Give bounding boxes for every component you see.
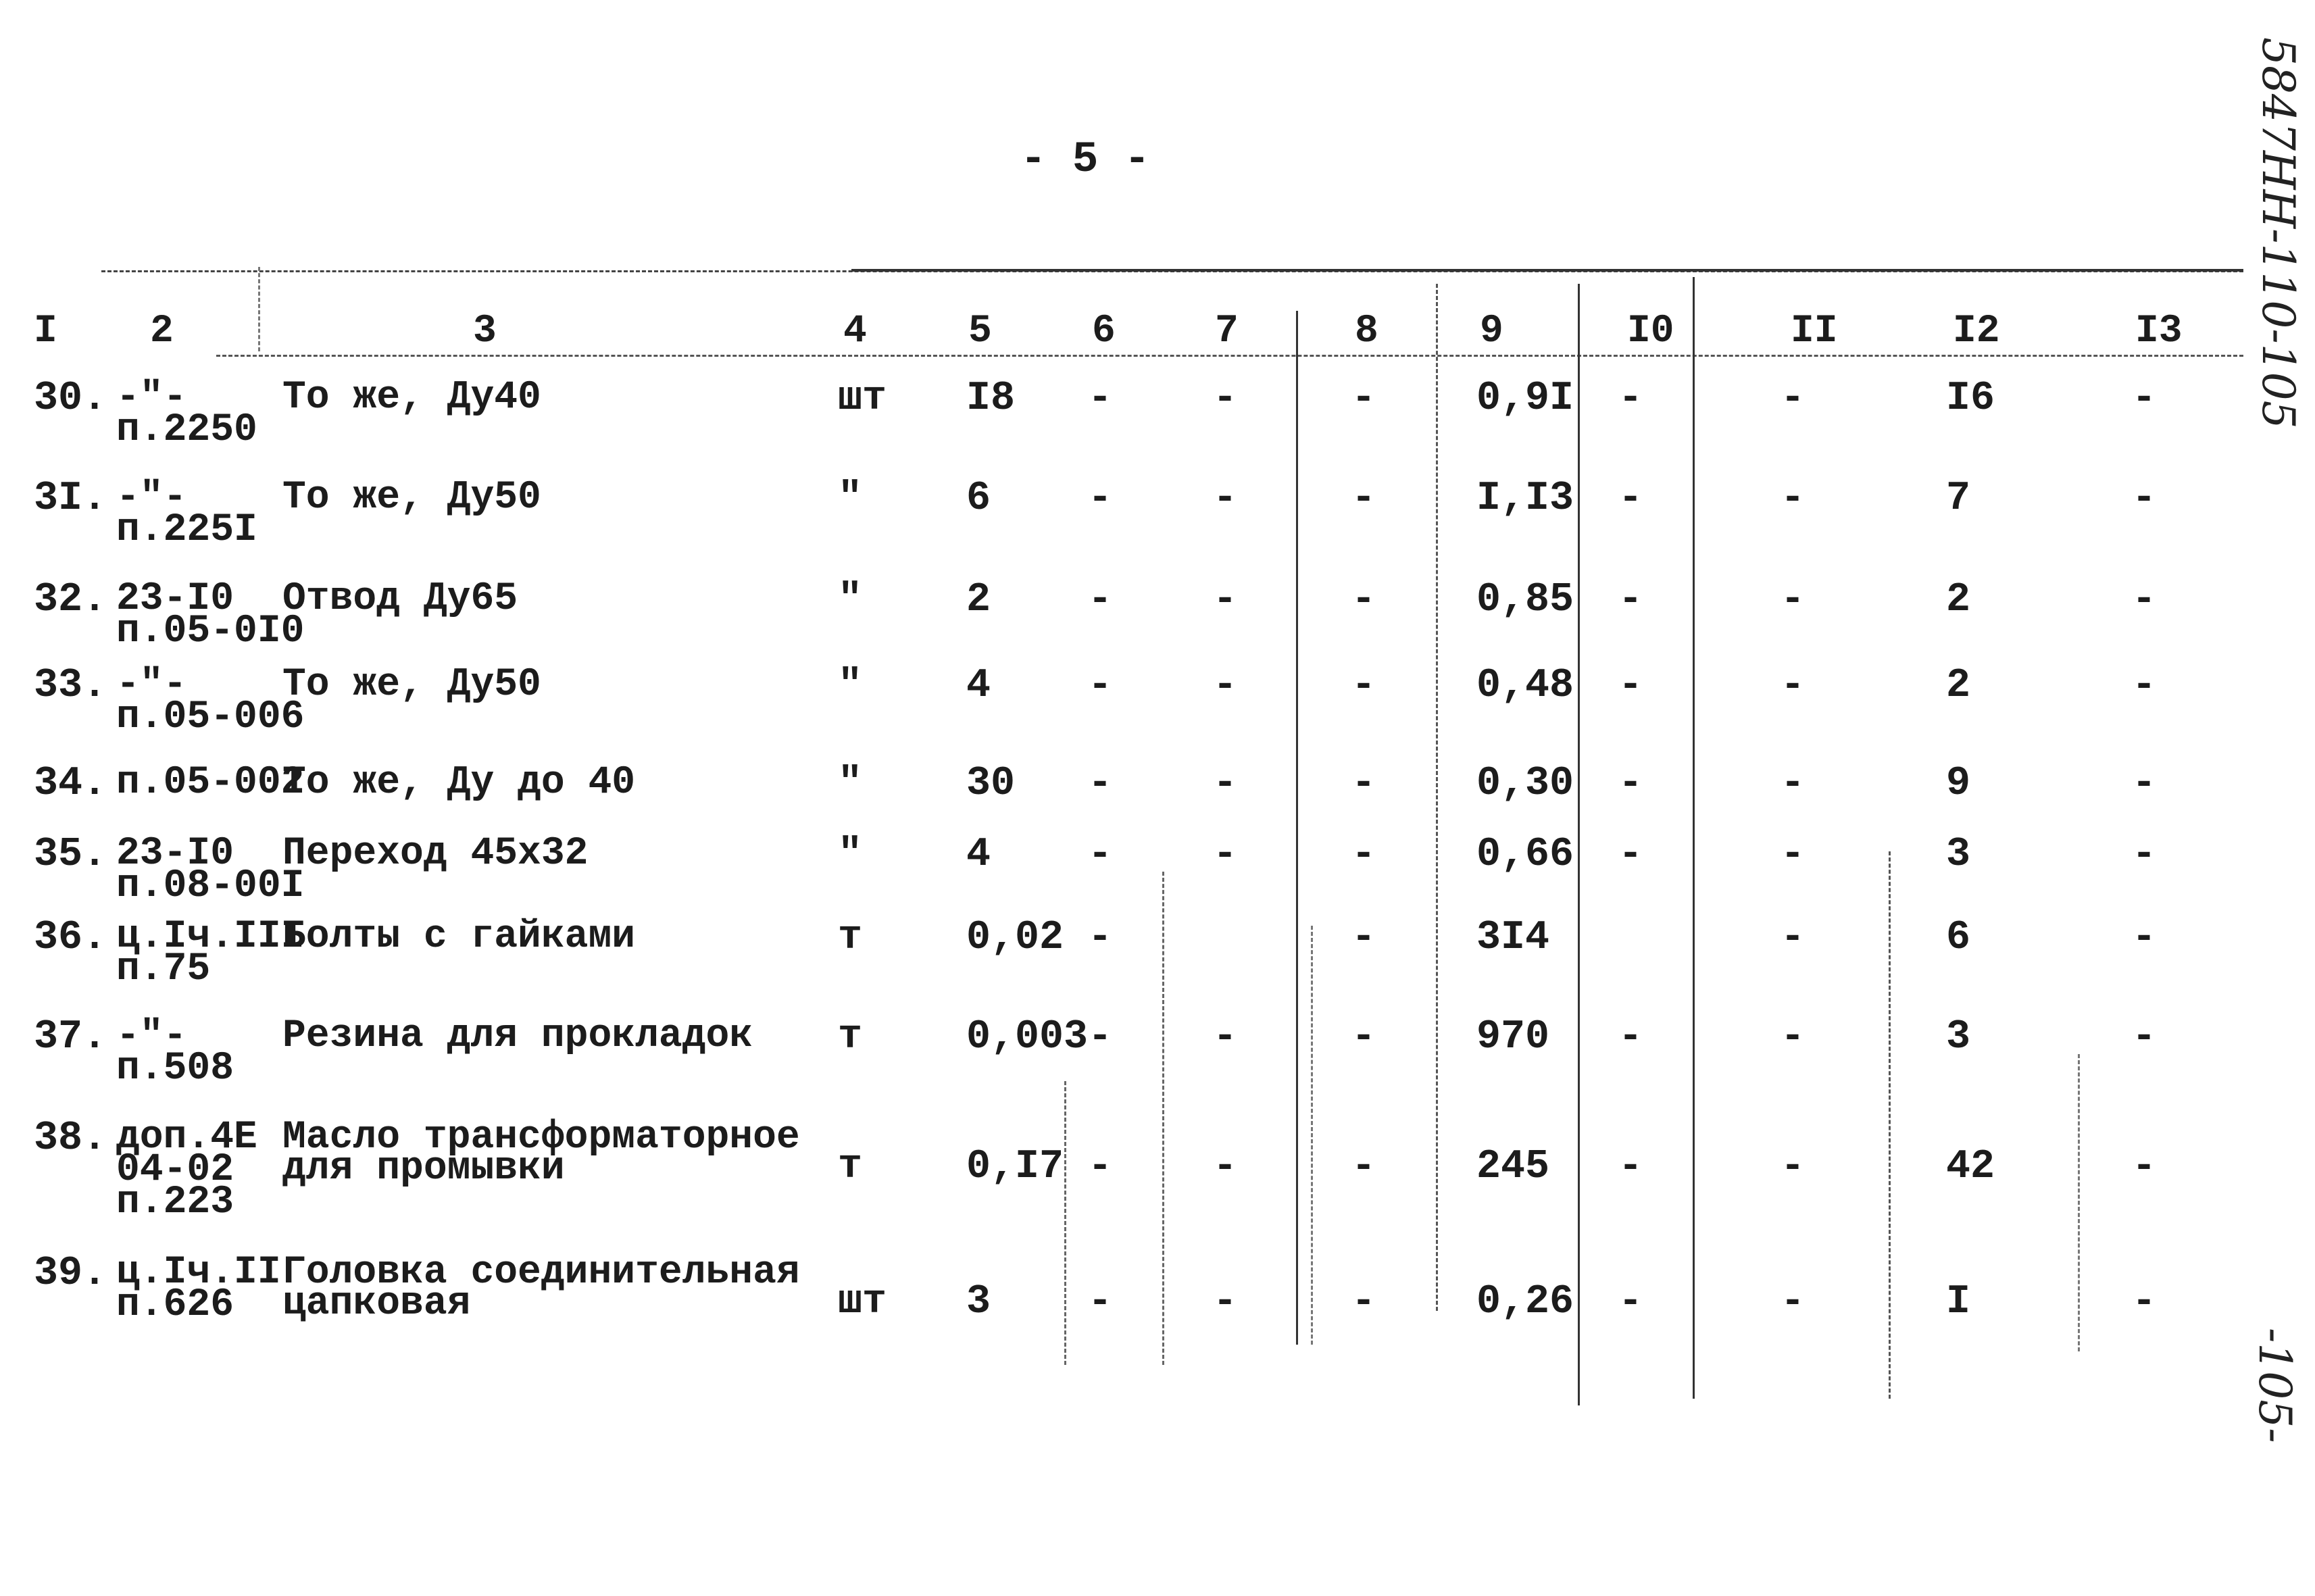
row-number: 30. — [34, 376, 107, 422]
table-cell: 9 — [1946, 761, 1971, 807]
column-header: I3 — [2135, 309, 2183, 353]
row-reference: 04-02 — [116, 1148, 234, 1192]
table-cell: шт — [838, 376, 887, 422]
column-divider — [1578, 284, 1580, 1405]
row-description: для промывки — [282, 1147, 565, 1191]
table-cell: 6 — [1946, 915, 1971, 961]
table-cell: - — [1781, 1144, 1806, 1190]
column-divider — [1889, 851, 1891, 1399]
row-reference: п.508 — [116, 1047, 234, 1091]
column-header: 9 — [1480, 309, 1503, 353]
column-header: 4 — [843, 309, 867, 353]
table-cell: т — [838, 915, 863, 961]
table-cell: 0,I7 — [966, 1144, 1064, 1190]
row-description: Масло трансформаторное — [282, 1116, 800, 1159]
table-cell: т — [838, 1144, 863, 1190]
table-cell: - — [1351, 832, 1376, 878]
row-reference: п.08-00I — [116, 864, 305, 908]
table-cell: - — [1088, 832, 1113, 878]
table-cell: - — [1781, 663, 1806, 709]
column-header: 6 — [1092, 309, 1116, 353]
row-reference: п.223 — [116, 1180, 234, 1224]
table-cell: - — [1088, 915, 1113, 961]
table-cell: - — [1213, 1279, 1238, 1325]
table-cell: - — [1618, 476, 1643, 522]
table-cell: - — [1351, 376, 1376, 422]
column-header: II — [1791, 309, 1838, 353]
table-cell: - — [1781, 761, 1806, 807]
table-cell: - — [1213, 1144, 1238, 1190]
row-reference: ц.Iч.II — [116, 1251, 281, 1295]
table-cell: 0,48 — [1476, 663, 1574, 709]
side-page-mark: -105- — [2249, 1328, 2301, 1443]
column-divider — [1162, 872, 1164, 1365]
table-cell: - — [1781, 1279, 1806, 1325]
table-cell: - — [1618, 832, 1643, 878]
table-cell: - — [1213, 761, 1238, 807]
side-document-code: 5847HH-110-105 — [2252, 37, 2304, 429]
table-cell: " — [838, 663, 863, 709]
row-number: 33. — [34, 663, 107, 709]
table-cell: - — [1781, 915, 1806, 961]
table-cell: - — [2132, 577, 2157, 623]
column-header: I — [34, 309, 57, 353]
row-description: Отвод Ду65 — [282, 577, 518, 621]
row-description: Головка соединительная — [282, 1251, 800, 1295]
column-header: I2 — [1953, 309, 2000, 353]
row-number: 38. — [34, 1116, 107, 1162]
table-cell: 970 — [1476, 1014, 1550, 1060]
table-cell: - — [1618, 761, 1643, 807]
row-reference: -"- — [116, 476, 187, 520]
row-description: То же, Ду50 — [282, 476, 541, 520]
table-cell: 2 — [1946, 663, 1971, 709]
table-cell: - — [1781, 577, 1806, 623]
table-cell: 0,30 — [1476, 761, 1574, 807]
row-number: 35. — [34, 832, 107, 878]
row-number: 34. — [34, 761, 107, 807]
row-description: Резина для прокладок — [282, 1014, 753, 1058]
table-cell: 2 — [966, 577, 991, 623]
table-cell: 7 — [1946, 476, 1971, 522]
table-cell: - — [1781, 376, 1806, 422]
table-cell: 0,9I — [1476, 376, 1574, 422]
row-description: То же, Ду40 — [282, 376, 541, 420]
row-number: 32. — [34, 577, 107, 623]
table-cell: - — [1618, 1144, 1643, 1190]
row-reference: доп.4Е — [116, 1116, 257, 1159]
table-cell: 0,003 — [966, 1014, 1089, 1060]
row-reference: -"- — [116, 1014, 187, 1058]
table-cell: 42 — [1946, 1144, 1995, 1190]
table-cell: I6 — [1946, 376, 1995, 422]
column-divider — [2078, 1054, 2080, 1351]
table-cell: I — [1946, 1279, 1971, 1325]
table-cell: - — [1351, 1144, 1376, 1190]
table-cell: 4 — [966, 663, 991, 709]
table-cell: 245 — [1476, 1144, 1550, 1190]
table-cell: 0,66 — [1476, 832, 1574, 878]
table-cell: 0,85 — [1476, 577, 1574, 623]
table-cell: - — [1618, 376, 1643, 422]
column-divider — [1693, 277, 1695, 1399]
table-cell: - — [1213, 1014, 1238, 1060]
row-description: То же, Ду до 40 — [282, 761, 636, 805]
table-cell: 0,02 — [966, 915, 1064, 961]
column-header: 5 — [968, 309, 992, 353]
row-reference: ц.Iч.III — [116, 915, 305, 959]
table-cell: - — [1618, 1279, 1643, 1325]
table-cell: - — [1781, 476, 1806, 522]
row-description: цапковая — [282, 1282, 471, 1326]
table-rule — [851, 269, 2243, 272]
table-cell: - — [1088, 761, 1113, 807]
table-cell: - — [2132, 915, 2157, 961]
table-cell: - — [1088, 376, 1113, 422]
row-description: Болты с гайками — [282, 915, 636, 959]
column-header: 3 — [473, 309, 497, 353]
table-cell: - — [1088, 577, 1113, 623]
table-cell: " — [838, 476, 863, 522]
table-cell: - — [1351, 663, 1376, 709]
row-reference: п.626 — [116, 1283, 234, 1327]
row-reference: п.225I — [116, 508, 257, 552]
column-divider — [1296, 311, 1298, 1345]
table-cell: 0,26 — [1476, 1279, 1574, 1325]
row-number: 36. — [34, 915, 107, 961]
table-cell: - — [1213, 376, 1238, 422]
column-header: 8 — [1355, 309, 1378, 353]
table-cell: - — [2132, 663, 2157, 709]
table-cell: " — [838, 761, 863, 807]
table-cell: 30 — [966, 761, 1016, 807]
table-rule — [216, 355, 2243, 357]
row-reference: п.05-006 — [116, 695, 305, 739]
table-cell: 2 — [1946, 577, 1971, 623]
table-cell: шт — [838, 1279, 887, 1325]
table-cell: - — [1351, 915, 1376, 961]
table-cell: 3 — [1946, 832, 1971, 878]
column-divider — [258, 267, 260, 351]
table-cell: - — [1351, 761, 1376, 807]
table-cell: 3 — [1946, 1014, 1971, 1060]
row-description: Переход 45х32 — [282, 832, 589, 876]
table-cell: 3 — [966, 1279, 991, 1325]
table-cell: - — [1351, 476, 1376, 522]
table-cell: - — [2132, 761, 2157, 807]
row-reference: п.75 — [116, 947, 211, 991]
row-reference: 23-I0 — [116, 577, 234, 621]
table-cell: 6 — [966, 476, 991, 522]
table-cell: - — [1088, 1014, 1113, 1060]
row-reference: 23-I0 — [116, 832, 234, 876]
table-cell: - — [1213, 832, 1238, 878]
table-cell: 4 — [966, 832, 991, 878]
table-cell: - — [2132, 1014, 2157, 1060]
column-header: 2 — [150, 309, 174, 353]
table-cell: - — [1781, 832, 1806, 878]
row-reference: п.05-0I0 — [116, 609, 305, 653]
table-cell: - — [1618, 663, 1643, 709]
table-cell: - — [1213, 476, 1238, 522]
table-cell: 3I4 — [1476, 915, 1550, 961]
column-divider — [1311, 926, 1313, 1345]
table-cell: - — [1618, 577, 1643, 623]
row-number: 39. — [34, 1251, 107, 1297]
column-divider — [1436, 284, 1438, 1311]
row-description: То же, Ду50 — [282, 663, 541, 707]
table-cell: - — [1781, 1014, 1806, 1060]
table-cell: - — [1088, 476, 1113, 522]
table-cell: - — [1618, 1014, 1643, 1060]
column-header: I0 — [1627, 309, 1674, 353]
table-cell: - — [2132, 1144, 2157, 1190]
table-cell: I,I3 — [1476, 476, 1574, 522]
row-reference: -"- — [116, 663, 187, 707]
table-cell: - — [1351, 1279, 1376, 1325]
table-cell: - — [2132, 832, 2157, 878]
page-number: - 5 - — [1020, 136, 1151, 184]
table-cell: - — [1088, 1279, 1113, 1325]
table-cell: т — [838, 1014, 863, 1060]
table-cell: - — [2132, 476, 2157, 522]
table-cell: - — [1088, 1144, 1113, 1190]
table-cell: - — [1351, 1014, 1376, 1060]
column-header: 7 — [1215, 309, 1239, 353]
table-cell: - — [1351, 577, 1376, 623]
table-cell: - — [1088, 663, 1113, 709]
table-cell: I8 — [966, 376, 1016, 422]
table-cell: - — [1213, 663, 1238, 709]
row-reference: п.2250 — [116, 408, 257, 452]
row-reference: -"- — [116, 376, 187, 420]
row-number: 37. — [34, 1014, 107, 1060]
row-number: 3I. — [34, 476, 107, 522]
table-cell: " — [838, 577, 863, 623]
table-cell: - — [1213, 577, 1238, 623]
row-reference: п.05-002 — [116, 761, 305, 805]
column-divider — [1064, 1081, 1066, 1365]
table-cell: - — [2132, 376, 2157, 422]
table-cell: - — [2132, 1279, 2157, 1325]
table-cell: " — [838, 832, 863, 878]
